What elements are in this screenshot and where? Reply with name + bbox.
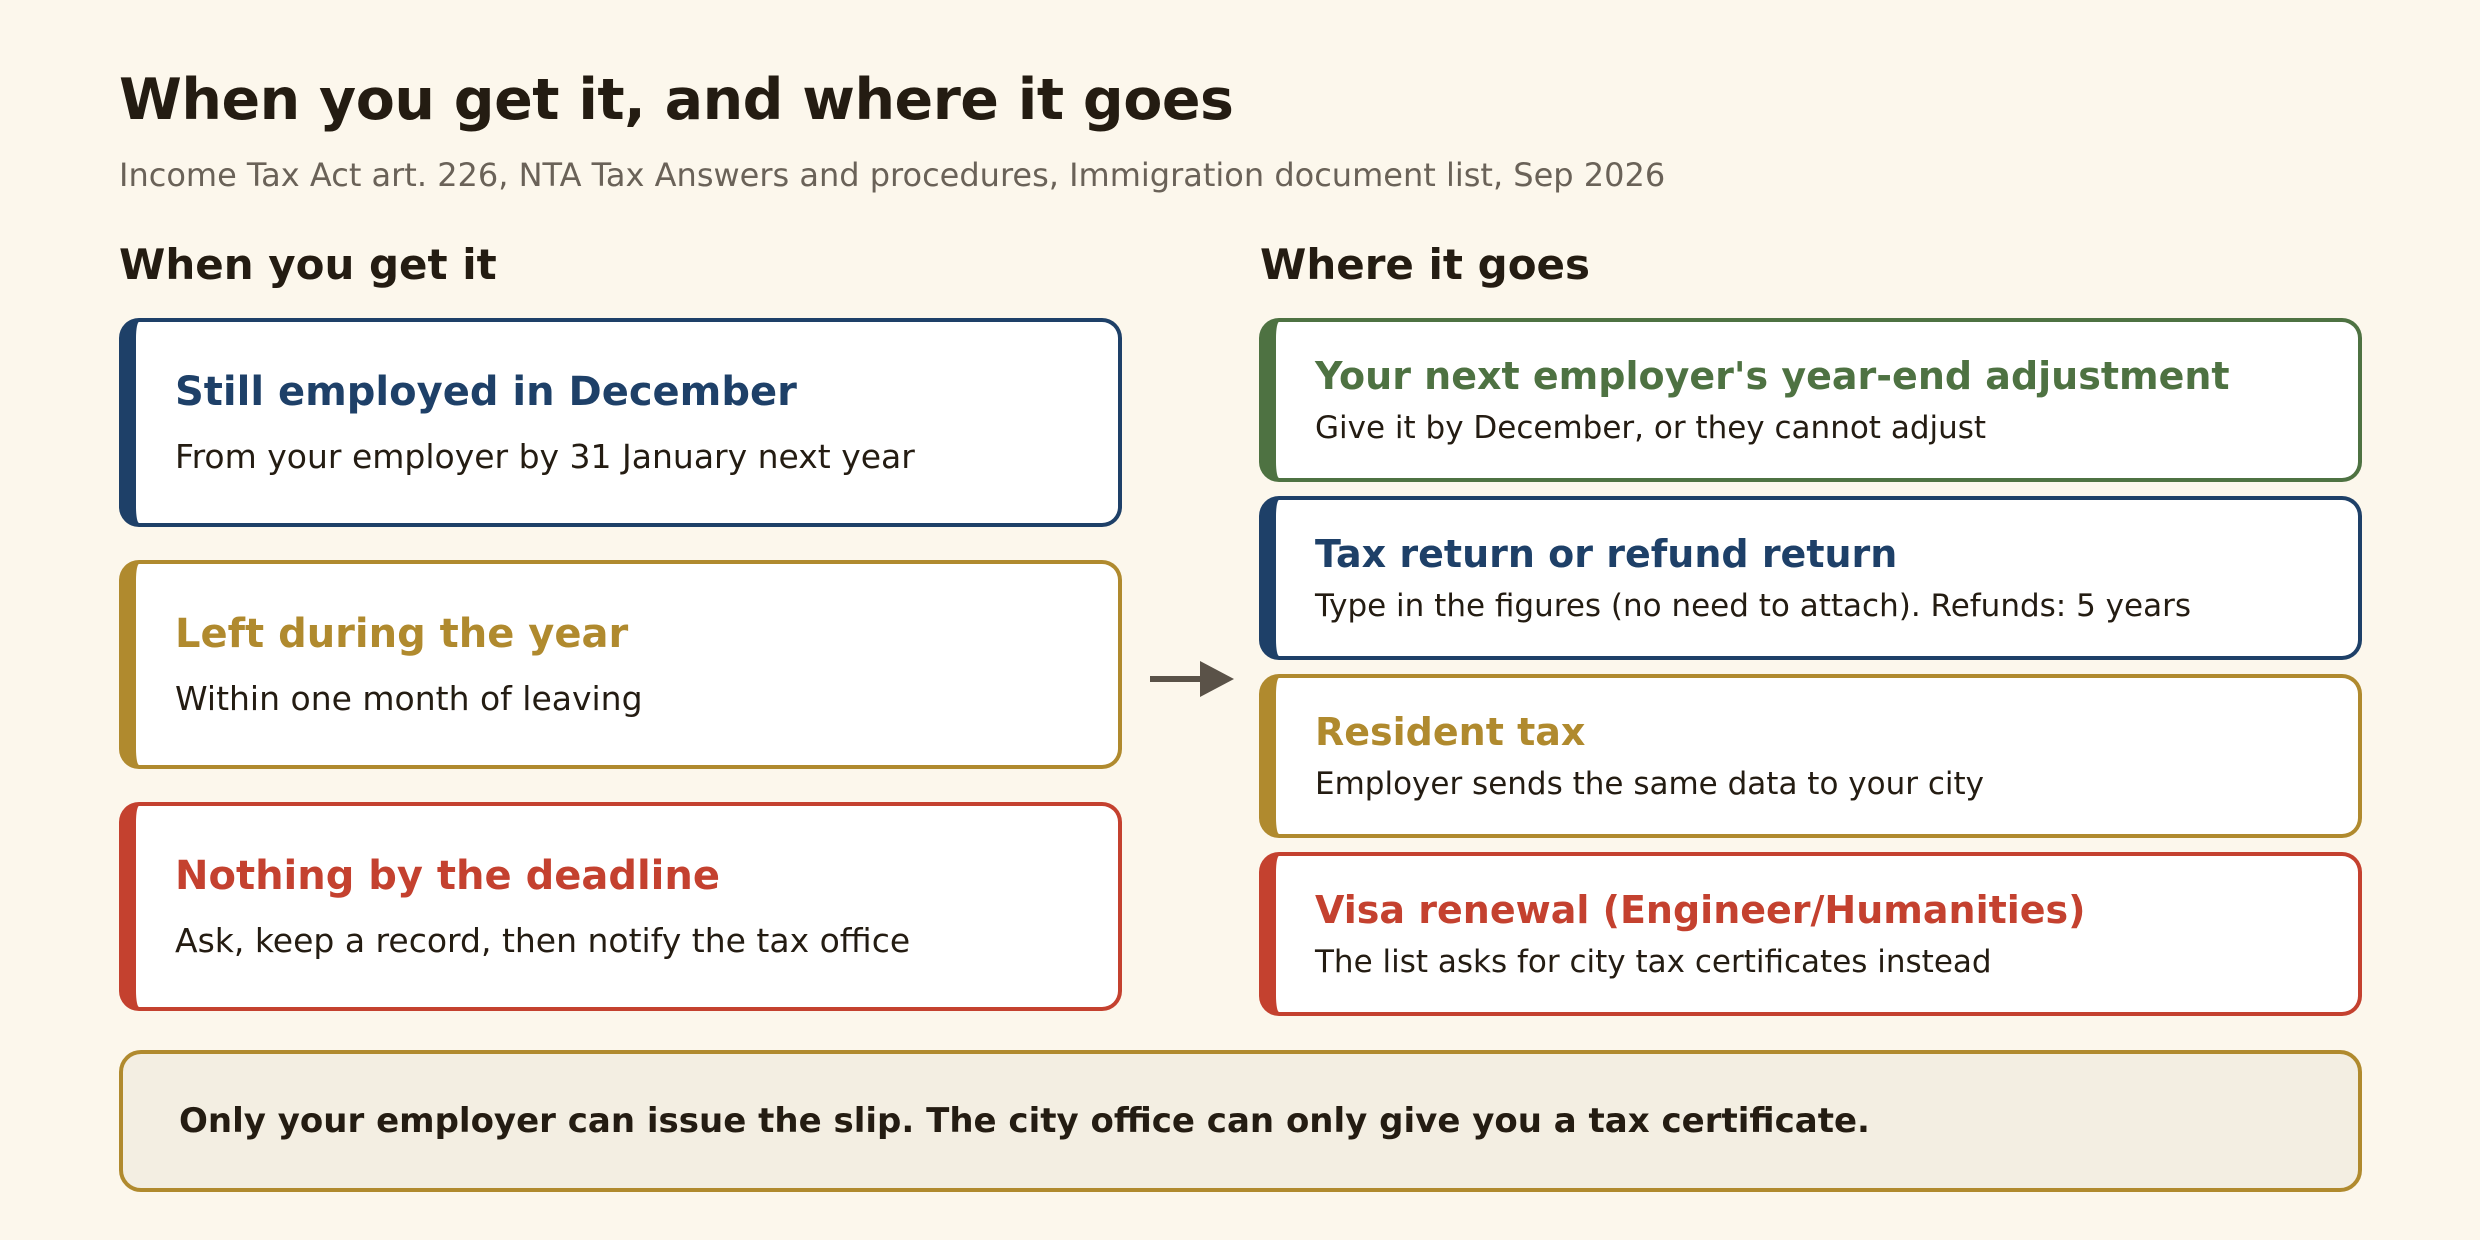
card-left-during-year bbox=[119, 560, 1122, 769]
page-subtitle: Income Tax Act art. 226, NTA Tax Answers and procedures, Immigration document list, Sep 2026 bbox=[119, 156, 1666, 194]
footer-note bbox=[119, 1050, 2362, 1192]
card-description: The list asks for city tax certificates instead bbox=[1315, 944, 1992, 980]
card-nothing-by-deadline bbox=[119, 802, 1122, 1011]
card-description: Type in the figures (no need to attach). Refunds: 5 years bbox=[1315, 588, 2191, 624]
left-column-heading: When you get it bbox=[119, 240, 497, 289]
card-description: Give it by December, or they cannot adjust bbox=[1315, 410, 1987, 446]
arrow-right-icon bbox=[1148, 658, 1236, 700]
card-description: From your employer by 31 January next year bbox=[175, 437, 915, 476]
card-title: Tax return or refund return bbox=[1315, 532, 1898, 576]
card-visa-renewal bbox=[1259, 852, 2362, 1016]
page-title: When you get it, and where it goes bbox=[119, 67, 1234, 133]
card-title: Left during the year bbox=[175, 611, 629, 657]
card-next-employer-adjustment bbox=[1259, 318, 2362, 482]
card-description: Within one month of leaving bbox=[175, 679, 643, 718]
card-title: Your next employer's year-end adjustment bbox=[1315, 354, 2230, 398]
card-title: Resident tax bbox=[1315, 710, 1586, 754]
card-description: Employer sends the same data to your city bbox=[1315, 766, 1984, 802]
card-title: Nothing by the deadline bbox=[175, 853, 720, 899]
card-resident-tax bbox=[1259, 674, 2362, 838]
card-tax-return bbox=[1259, 496, 2362, 660]
right-column-heading: Where it goes bbox=[1260, 240, 1591, 289]
card-description: Ask, keep a record, then notify the tax office bbox=[175, 921, 911, 960]
card-title: Still employed in December bbox=[175, 369, 797, 415]
footer-note-text: Only your employer can issue the slip. The city office can only give you a tax certificate. bbox=[179, 1101, 1870, 1141]
card-still-employed bbox=[119, 318, 1122, 527]
card-title: Visa renewal (Engineer/Humanities) bbox=[1315, 888, 2086, 932]
